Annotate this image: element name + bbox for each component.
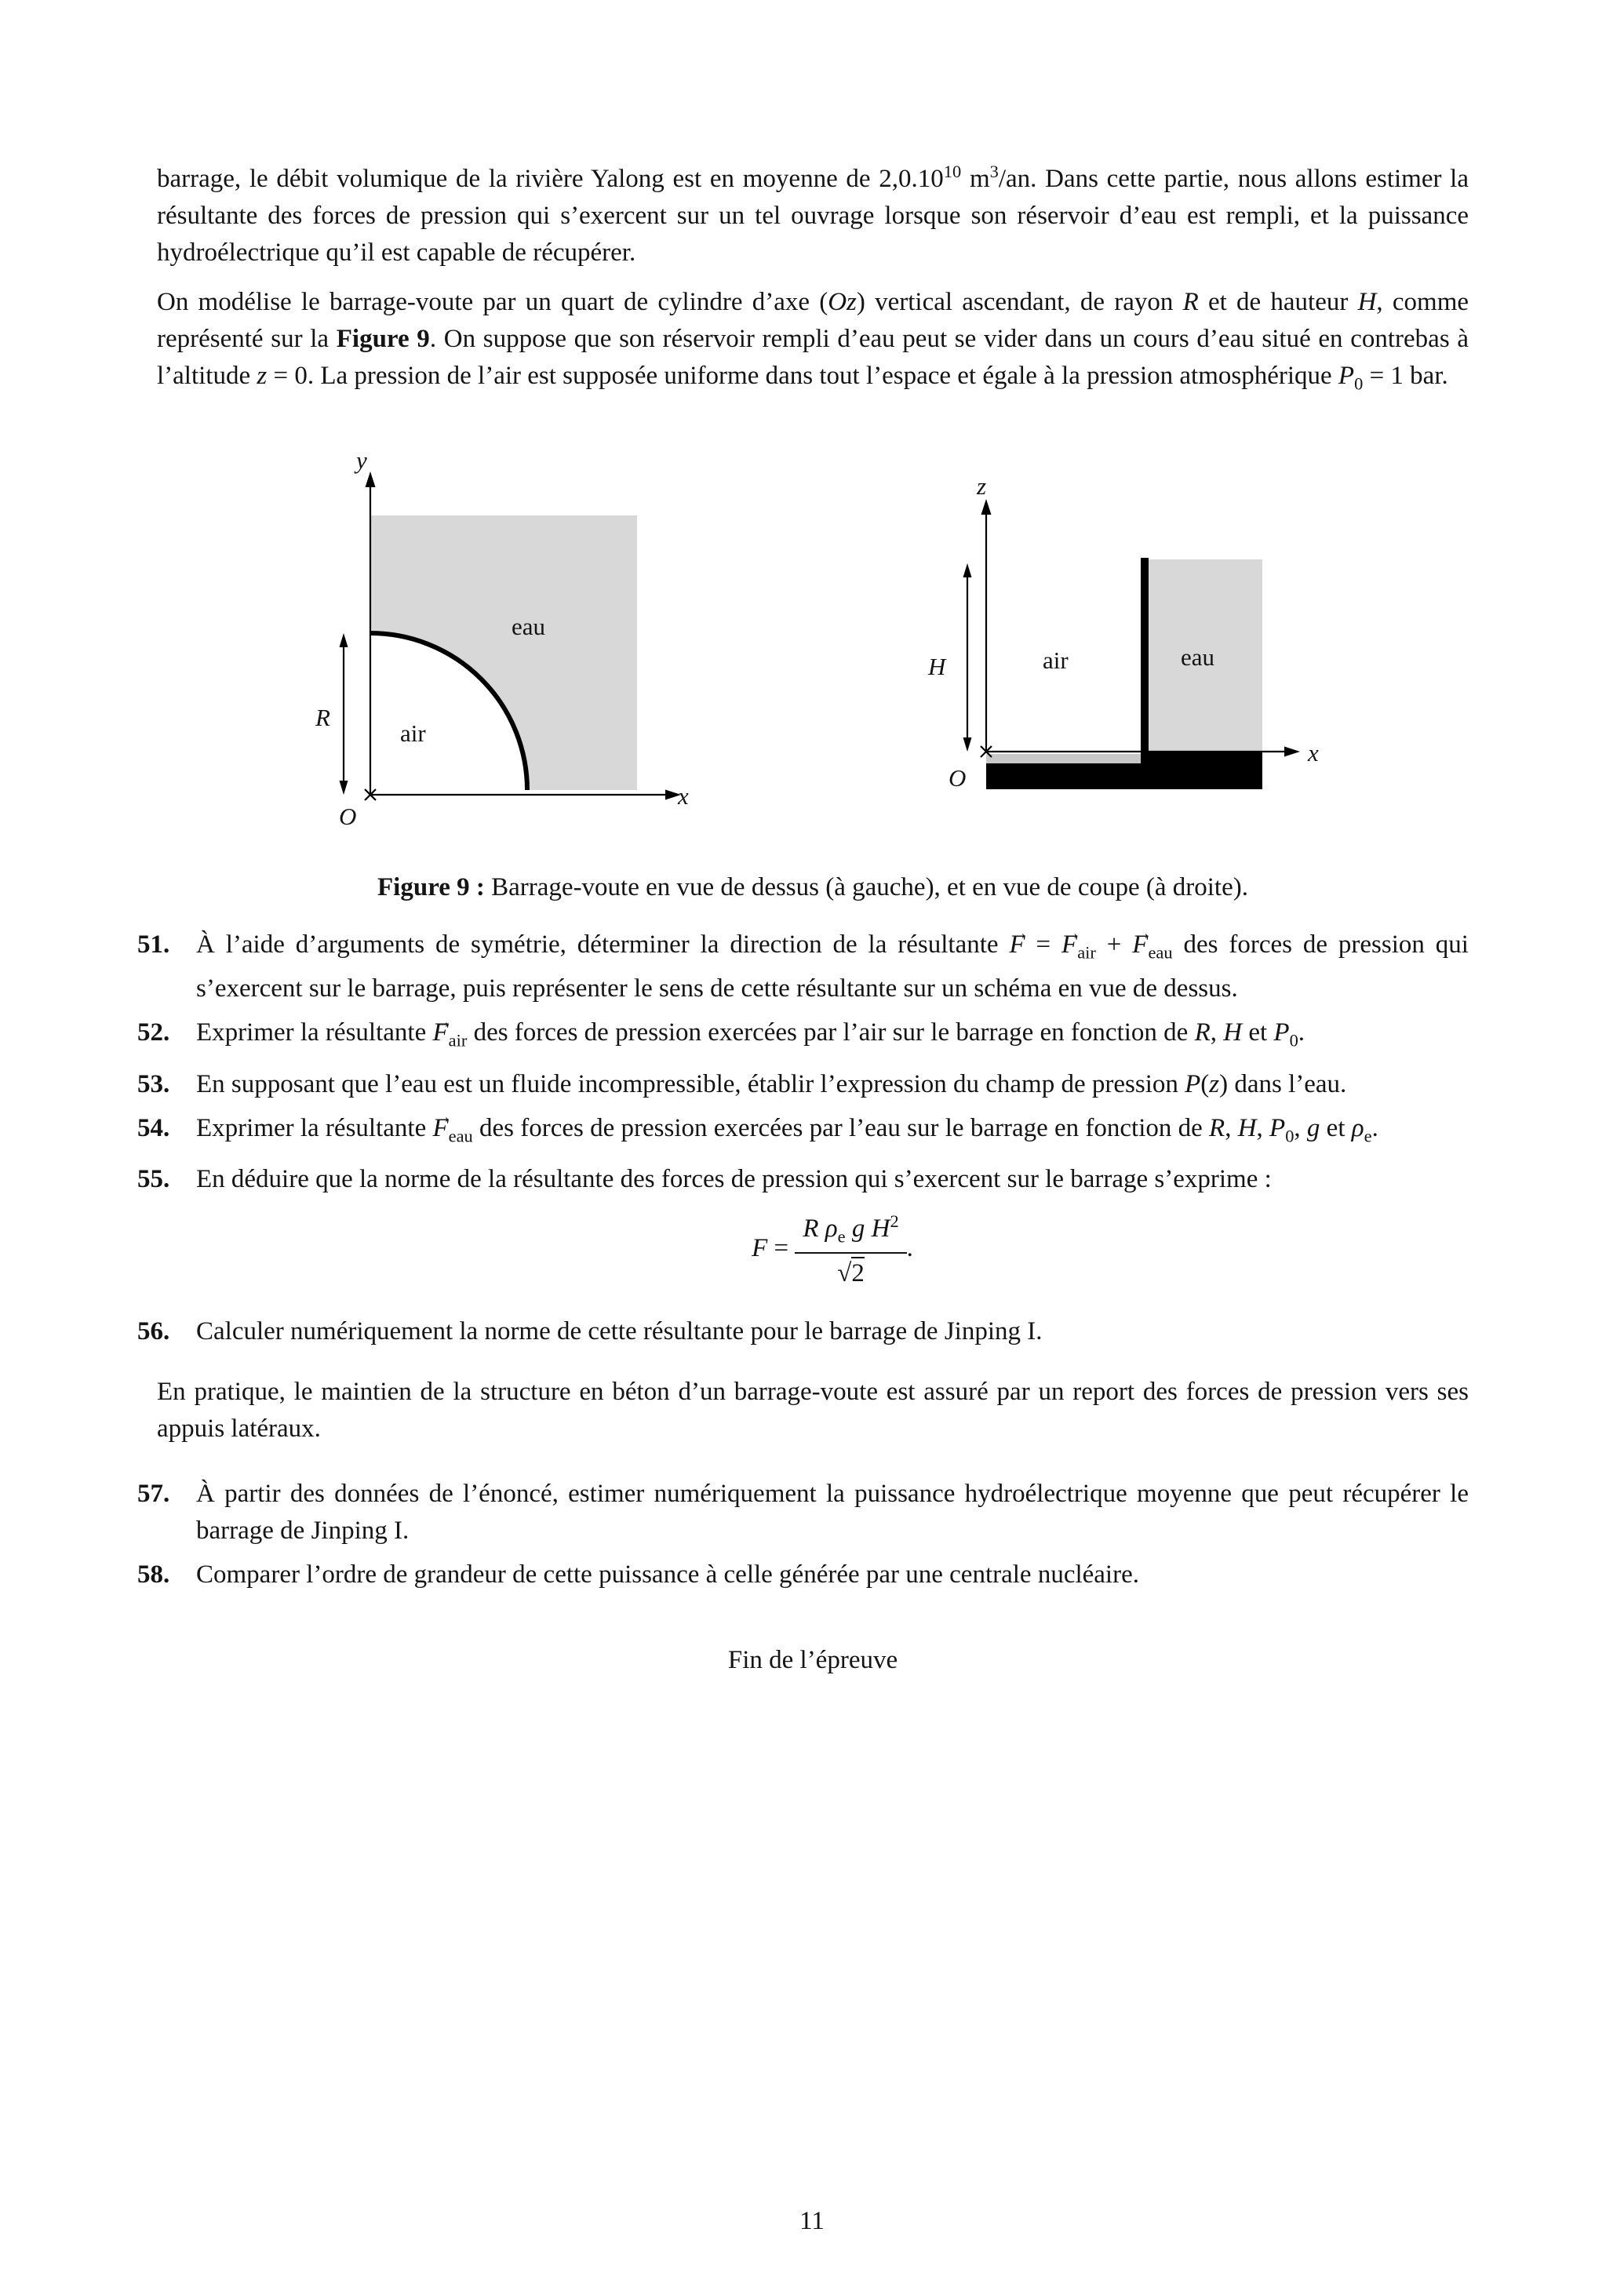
question-number: 57. xyxy=(137,1480,170,1509)
height-label: H xyxy=(928,652,946,680)
dam-wall xyxy=(1141,558,1149,763)
z-axis-label: z xyxy=(977,476,987,500)
question-55 xyxy=(137,1161,1469,1296)
question-text: Calculer numériquement la norme de cette résultante pour le barrage de Jinping I. xyxy=(196,1317,1043,1346)
question-58 xyxy=(137,1557,1469,1593)
formula-numerator: R $\rho_e$ g $H^2$ xyxy=(795,1211,906,1254)
question-number: 58. xyxy=(137,1560,170,1589)
radius-arrowhead-bottom xyxy=(340,781,348,795)
question-text: À l’aide d’arguments de symétrie, déterminer la direction de la résultante → F = → $F_{air}$ + → $F_{eau}$ des forces de pression qui s’exercent sur le barrage, puis représenter le sens de cette résultante sur un schéma en vue de dessus. xyxy=(196,927,1469,1008)
formula-fraction xyxy=(795,1211,906,1290)
radius-label: R xyxy=(315,703,330,731)
ground-band xyxy=(986,763,1262,789)
question-number: 53. xyxy=(137,1069,170,1098)
figure-caption-text: Barrage-voute en vue de dessus (à gauche), et en vue de coupe (à droite). xyxy=(484,872,1248,901)
question-number: 56. xyxy=(137,1317,170,1346)
z-axis-arrowhead xyxy=(981,499,992,515)
question-text: À partir des données de l’énoncé, estimer numériquement la puissance hydroélectrique moyenne que peut récupérer le barrage de Jinping I. xyxy=(196,1480,1469,1546)
formula-denominator: √2 xyxy=(795,1254,906,1290)
air-label: air xyxy=(1043,646,1069,674)
practical-note: En pratique, le maintien de la structure en béton d’un barrage-voute est assuré par un report des forces de pression vers ses appuis latéraux. xyxy=(157,1378,1469,1444)
water-label: eau xyxy=(512,612,546,640)
paragraph-model: On modélise le barrage-voute par un quart de cylindre d’axe (Oz) vertical ascendant, de rayon R et de hauteur H, comme représenté sur la Figure 9. On suppose que son réservoir rempli d’eau peut se vider dans un cours d’eau situé en contrebas à l’altitude z = 0. La pression de l’air est supposée uniforme dans tout l’espace et égale à la pression atmosphérique $P_0 = 1$ bar. xyxy=(157,288,1469,394)
question-56 xyxy=(137,1313,1469,1350)
formula-suffix: . xyxy=(906,1234,913,1263)
question-text-body: En déduire que la norme de la résultante des forces de pression qui s’exercent sur le barrage s’exprime : xyxy=(196,1165,1272,1194)
y-axis-label: y xyxy=(356,450,367,474)
y-axis-arrowhead xyxy=(366,472,376,487)
figure-caption-label: Figure 9 : xyxy=(377,872,485,901)
question-text: En supposant que l’eau est un fluide incompressible, établir l’expression du champ de pression P(z) dans l’eau. xyxy=(196,1069,1347,1098)
question-52 xyxy=(137,1014,1469,1059)
origin-label: O xyxy=(339,802,357,830)
question-text xyxy=(196,1161,1469,1296)
paragraph-intro: barrage, le débit volumique de la rivière Yalong est en moyenne de 2,0.10$^{10}$ $m^3/an$. Dans cette partie, nous allons estimer la résultante des forces de pression qui s’exercent sur un tel ouvrage lorsque son réservoir d’eau est rempli, et la puissance hydroélectrique qu’il est capable de récupérer. xyxy=(157,162,1469,267)
origin-label: O xyxy=(949,763,967,792)
question-51 xyxy=(137,927,1469,1008)
air-label: air xyxy=(400,719,426,747)
water-label: eau xyxy=(1181,643,1215,671)
formula-lhs: F = xyxy=(752,1234,796,1263)
x-axis-label: x xyxy=(678,781,689,810)
height-arrowhead-top xyxy=(963,563,972,577)
figure-9 xyxy=(157,451,1469,863)
question-57 xyxy=(137,1476,1469,1549)
question-text: Comparer l’ordre de grandeur de cette puissance à celle générée par une centrale nucléaire. xyxy=(196,1560,1139,1589)
question-54 xyxy=(137,1110,1469,1155)
question-53 xyxy=(137,1066,1469,1103)
x-axis-label: x xyxy=(1308,738,1319,766)
page-content xyxy=(137,153,1469,1679)
end-of-exam-text: Fin de l’épreuve xyxy=(727,1646,898,1675)
figure-section-view xyxy=(908,477,1363,822)
ground-under-water xyxy=(1145,752,1262,764)
page-number: 11 xyxy=(799,2207,825,2235)
ground-strip xyxy=(986,754,1142,764)
figure-top-view xyxy=(306,451,730,843)
question-number: 55. xyxy=(137,1165,170,1194)
question-number: 54. xyxy=(137,1113,170,1142)
x-axis-arrowhead xyxy=(1284,746,1300,756)
figure-caption xyxy=(157,869,1469,906)
question-list xyxy=(137,927,1469,1594)
height-arrowhead-bottom xyxy=(963,737,972,752)
formula-resultant xyxy=(196,1211,1469,1290)
question-number: 52. xyxy=(137,1018,170,1047)
radius-arrowhead-top xyxy=(340,633,348,647)
question-text: Exprimer la résultante → $F_{air}$ des forces de pression exercées par l’air sur le barrage en fonction de R, H et $P_0$. xyxy=(196,1014,1469,1059)
question-text: Exprimer la résultante → $F_{eau}$ des forces de pression exercées par l’eau sur le barrage en fonction de R, H, $P_0$, g et $\rho_e$. xyxy=(196,1110,1469,1155)
question-number: 51. xyxy=(137,930,170,959)
